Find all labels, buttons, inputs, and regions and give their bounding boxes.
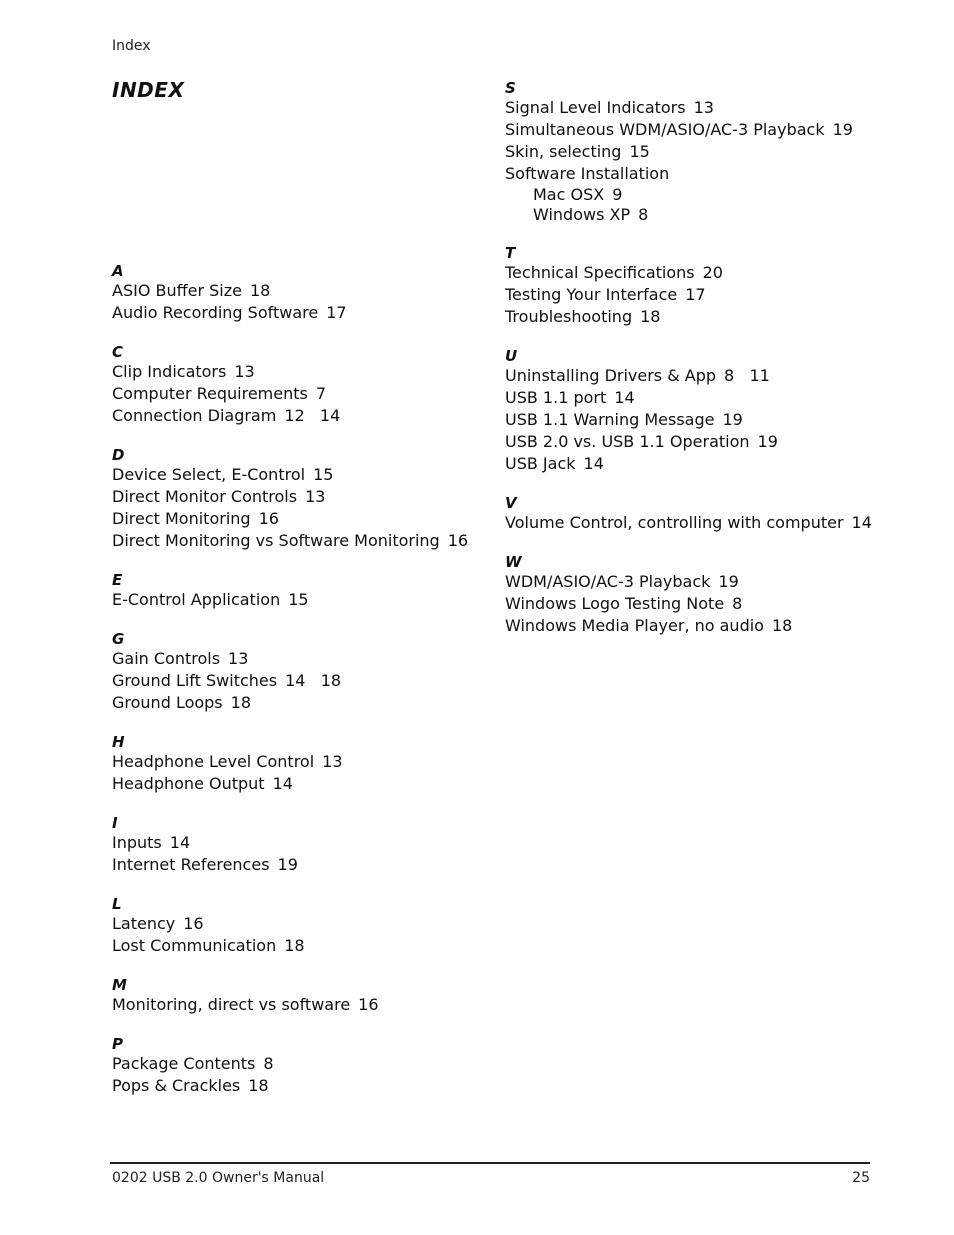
entry-pages: 18	[640, 307, 661, 326]
footer-rule	[110, 1162, 870, 1164]
entry-term: Package Contents	[112, 1054, 256, 1073]
entry-pages: 12 14	[284, 406, 341, 425]
entry-term: Headphone Output	[112, 774, 265, 793]
entry-term: Mac OSX	[533, 185, 605, 204]
entry-pages: 13	[228, 649, 249, 668]
index-entry	[505, 163, 885, 185]
index-section-h	[112, 733, 492, 795]
index-entry	[112, 935, 492, 957]
entry-pages: 19	[832, 120, 853, 139]
index-section-v	[505, 494, 885, 534]
entry-pages: 17	[685, 285, 706, 304]
entry-term: Device Select, E-Control	[112, 465, 306, 484]
entry-pages: 19	[277, 855, 298, 874]
entry-term: Lost Communication	[112, 936, 277, 955]
index-section-c	[112, 343, 492, 427]
index-entry	[505, 409, 885, 431]
entry-term: WDM/ASIO/AC-3 Playback	[505, 572, 711, 591]
entry-term: Clip Indicators	[112, 362, 227, 381]
index-entry	[505, 262, 885, 284]
running-head: Index	[112, 38, 151, 54]
entry-term: Monitoring, direct vs software	[112, 995, 351, 1014]
index-column-left	[112, 262, 492, 1116]
index-entry	[505, 453, 885, 475]
section-letter: P	[112, 1035, 123, 1053]
entry-term: Ground Lift Switches	[112, 671, 278, 690]
index-entry	[112, 280, 492, 302]
index-entry	[505, 387, 885, 409]
entry-term: E-Control Application	[112, 590, 281, 609]
entry-pages: 13	[234, 362, 255, 381]
index-entry	[505, 284, 885, 306]
entry-pages: 19	[757, 432, 778, 451]
entry-term: USB 2.0 vs. USB 1.1 Operation	[505, 432, 750, 451]
entry-pages: 8 11	[724, 366, 770, 385]
entry-term: Skin, selecting	[505, 142, 622, 161]
section-letter: C	[112, 343, 124, 361]
entry-term: Windows XP	[533, 205, 631, 224]
entry-pages: 8	[732, 594, 743, 613]
entry-pages: 14	[583, 454, 604, 473]
entry-pages: 13	[322, 752, 343, 771]
index-entry	[112, 464, 492, 486]
entry-pages: 18	[771, 616, 793, 635]
entry-pages: 14	[851, 513, 872, 532]
entry-term: Direct Monitoring	[112, 509, 251, 528]
entry-term: Gain Controls	[112, 649, 221, 668]
index-section-g	[112, 630, 492, 714]
index-entry	[112, 486, 492, 508]
footer-page-number: 25	[852, 1170, 870, 1186]
entry-pages: 19	[722, 410, 743, 429]
index-entry	[112, 530, 492, 552]
index-section-t	[505, 244, 885, 328]
entry-term: Latency	[112, 914, 176, 933]
index-entry	[505, 512, 885, 534]
index-section-u	[505, 347, 885, 475]
entry-pages: 17	[326, 303, 347, 322]
section-letter: M	[112, 976, 127, 994]
index-entry	[112, 994, 492, 1016]
entry-pages: 18	[284, 936, 305, 955]
entry-pages: 16	[258, 509, 279, 528]
index-entry	[112, 692, 492, 714]
index-entry	[505, 141, 885, 163]
index-section-l	[112, 895, 492, 957]
entry-term: USB 1.1 Warning Message	[505, 410, 715, 429]
entry-pages: 16	[358, 995, 379, 1014]
entry-term: Direct Monitor Controls	[112, 487, 298, 506]
entry-term: Headphone Level Control	[112, 752, 315, 771]
entry-term: Testing Your Interface	[505, 285, 678, 304]
entry-term: Audio Recording Software	[112, 303, 319, 322]
entry-term: Signal Level Indicators	[505, 98, 686, 117]
index-entry	[112, 383, 492, 405]
entry-term: Connection Diagram	[112, 406, 277, 425]
entry-term: Internet References	[112, 855, 270, 874]
entry-pages: 15	[629, 142, 650, 161]
entry-term: Inputs	[112, 833, 162, 852]
entry-pages: 8	[638, 205, 649, 224]
index-entry	[505, 119, 885, 141]
section-letter: E	[112, 571, 123, 589]
index-entry	[112, 773, 492, 795]
entry-term: Uninstalling Drivers & App	[505, 366, 717, 385]
entry-pages: 19	[718, 572, 739, 591]
index-section-d	[112, 446, 492, 552]
entry-pages: 18	[230, 693, 251, 712]
index-entry	[112, 405, 492, 427]
section-letter: S	[505, 79, 516, 97]
index-section-a	[112, 262, 492, 324]
index-entry	[112, 1075, 492, 1097]
entry-pages: 15	[288, 590, 309, 609]
index-entry	[112, 302, 492, 324]
index-entry	[112, 670, 492, 692]
section-letter: D	[112, 446, 125, 464]
index-entry	[112, 832, 492, 854]
index-section-i	[112, 814, 492, 876]
entry-pages: 14	[272, 774, 293, 793]
entry-pages: 16	[183, 914, 204, 933]
entry-term: USB 1.1 port	[505, 388, 607, 407]
index-section-p	[112, 1035, 492, 1097]
entry-term: USB Jack	[505, 454, 576, 473]
entry-pages: 16	[447, 531, 469, 550]
entry-term: Ground Loops	[112, 693, 223, 712]
index-section-w	[505, 553, 885, 637]
index-entry	[505, 365, 885, 387]
section-letter: W	[505, 553, 522, 571]
entry-term: Pops & Crackles	[112, 1076, 241, 1095]
entry-term: Direct Monitoring vs Software Monitoring	[112, 531, 440, 550]
index-entry	[112, 751, 492, 773]
entry-pages: 18	[250, 281, 271, 300]
index-entry	[112, 648, 492, 670]
entry-pages: 13	[305, 487, 326, 506]
section-letter: H	[112, 733, 125, 751]
entry-pages: 8	[263, 1054, 274, 1073]
entry-pages: 20	[702, 263, 723, 282]
section-letter: L	[112, 895, 122, 913]
entry-pages: 14	[169, 833, 191, 852]
entry-pages: 18	[248, 1076, 269, 1095]
index-entry	[505, 306, 885, 328]
section-letter: I	[112, 814, 118, 832]
index-section-m	[112, 976, 492, 1016]
index-section-s	[505, 79, 885, 225]
index-subentry	[505, 205, 885, 225]
index-entry	[505, 593, 885, 615]
index-entry	[505, 571, 885, 593]
index-entry	[112, 1053, 492, 1075]
index-entry	[505, 431, 885, 453]
section-letter: T	[505, 244, 516, 262]
section-letter: G	[112, 630, 125, 648]
entry-pages: 14 18	[285, 671, 342, 690]
index-entry	[505, 615, 885, 637]
entry-term: Software Installation	[505, 164, 670, 183]
entry-term: Troubleshooting	[505, 307, 633, 326]
index-column-right	[505, 79, 885, 656]
entry-term: Windows Logo Testing Note	[505, 594, 725, 613]
entry-term: Windows Media Player, no audio	[505, 616, 764, 635]
section-letter: A	[112, 262, 124, 280]
entry-pages: 13	[693, 98, 714, 117]
entry-pages: 9	[612, 185, 623, 204]
section-letter: V	[505, 494, 517, 512]
section-letter: U	[505, 347, 518, 365]
entry-pages: 14	[614, 388, 635, 407]
entry-term: Simultaneous WDM/ASIO/AC-3 Playback	[505, 120, 825, 139]
index-entry	[112, 854, 492, 876]
index-section-e	[112, 571, 492, 611]
index-entry	[112, 361, 492, 383]
page-title: INDEX	[112, 78, 185, 102]
entry-pages: 15	[313, 465, 334, 484]
footer-manual-title: 0202 USB 2.0 Owner's Manual	[112, 1170, 325, 1186]
index-subentry	[505, 185, 885, 205]
index-entry	[505, 97, 885, 119]
entry-term: ASIO Buffer Size	[112, 281, 242, 300]
index-entry	[112, 589, 492, 611]
entry-term: Computer Requirements	[112, 384, 308, 403]
entry-pages: 7	[315, 384, 327, 403]
index-entry	[112, 508, 492, 530]
entry-term: Technical Specifications	[505, 263, 695, 282]
index-entry	[112, 913, 492, 935]
entry-term: Volume Control, controlling with computer	[505, 513, 844, 532]
